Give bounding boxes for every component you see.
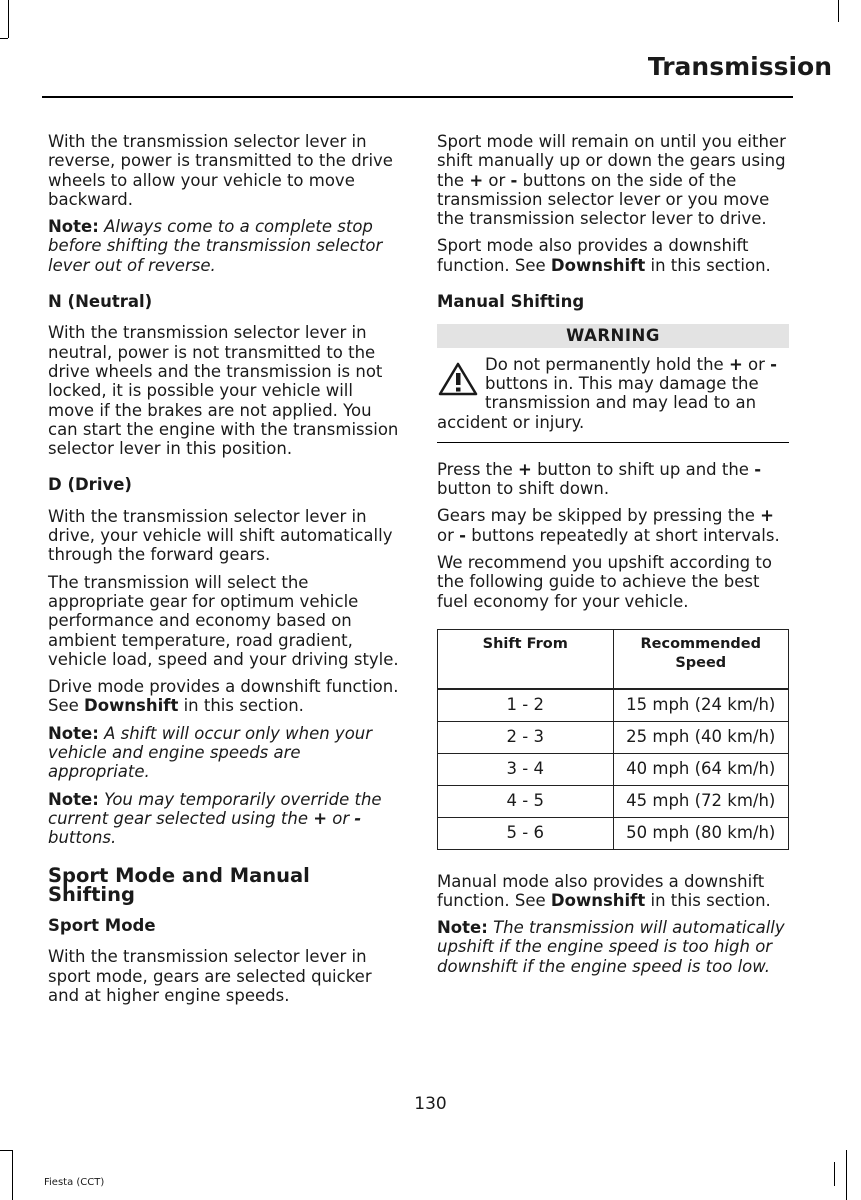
- column-header: Shift From: [438, 629, 614, 688]
- sport-downshift-paragraph: Sport mode also provides a downshift function. See Downshift in this section.: [437, 236, 771, 275]
- table-row: [438, 689, 789, 722]
- warning-text-line: accident or injury.: [437, 412, 585, 432]
- footer-model: Fiesta (CCT): [44, 1177, 105, 1188]
- warning-text-line: buttons in. This may damage the: [485, 373, 759, 393]
- table-cell: 15 mph (24 km/h): [613, 689, 789, 722]
- crop-mark: [12, 1150, 13, 1200]
- heading-sport-mode: Sport Mode: [48, 916, 156, 936]
- reverse-paragraph: With the transmission selector lever in reverse, power is transmitted to the drive wheels to allow your vehicle to move backward.: [48, 132, 393, 209]
- crop-mark: [834, 1162, 835, 1186]
- neutral-paragraph: With the transmission selector lever in neutral, power is not transmitted to the drive wheels and the transmission is not locked, it is possible your vehicle will move if the brakes are not applied. You can start the engine with the transmission selector lever in this position.: [48, 323, 399, 459]
- note-upshift: Note: The transmission will automatically upshift if the engine speed is too high or downshift if the engine speed is too low.: [437, 918, 785, 976]
- table-cell: 1 - 2: [438, 689, 614, 722]
- table-row: [438, 721, 789, 753]
- heading-drive: D (Drive): [48, 475, 132, 495]
- note-shift: Note: A shift will occur only when your vehicle and engine speeds are appropriate.: [48, 723, 373, 782]
- warning-triangle-icon: [437, 361, 479, 397]
- note-override: Note: You may temporarily override the current gear selected using the + or - buttons.: [48, 789, 382, 848]
- table-row: [438, 785, 789, 817]
- table-cell: 5 - 6: [438, 817, 614, 849]
- page-number: 130: [414, 1094, 447, 1114]
- drive-paragraph-2: The transmission will select the appropriate gear for optimum vehicle performance and economy based on ambient temperature, road gradient, vehicle load, speed and your driving style.: [48, 572, 399, 669]
- table-cell: 2 - 3: [438, 721, 614, 753]
- skip-paragraph: Gears may be skipped by pressing the + or - buttons repeatedly at short intervals.: [437, 506, 780, 545]
- downshift-reference: Downshift: [84, 696, 179, 716]
- table-cell: 3 - 4: [438, 753, 614, 785]
- warning-text-line: Do not permanently hold the + or -: [485, 354, 777, 374]
- crop-mark: [846, 1150, 847, 1200]
- header-rule: [42, 96, 793, 98]
- table-cell: 50 mph (80 km/h): [613, 817, 789, 849]
- table-cell: 4 - 5: [438, 785, 614, 817]
- warning-text-line: transmission and may lead to an: [485, 393, 757, 413]
- recommend-paragraph: We recommend you upshift according to the following guide to achieve the best fuel economy for your vehicle.: [437, 553, 772, 611]
- table-row: [438, 753, 789, 785]
- crop-mark: [838, 0, 839, 22]
- right-column: [437, 132, 789, 984]
- left-column: [48, 132, 402, 1013]
- downshift-reference: Downshift: [550, 890, 646, 910]
- heading-manual-shifting: Manual Shifting: [437, 292, 585, 312]
- table-cell: 40 mph (64 km/h): [613, 753, 789, 785]
- press-paragraph: Press the + button to shift up and the - button to shift down.: [437, 459, 762, 499]
- sport-remain-paragraph: Sport mode will remain on until you either shift manually up or down the gears using the + or - buttons on the side of the transmission selector lever or you move the transmission selector lever to drive.: [437, 132, 786, 229]
- drive-paragraph-3: Drive mode provides a downshift function. See Downshift in this section.: [48, 677, 399, 716]
- table-header-row: [438, 629, 789, 688]
- manual-downshift-paragraph: Manual mode also provides a downshift function. See Downshift in this section.: [437, 871, 771, 910]
- crop-mark: [8, 0, 9, 38]
- table-cell: 45 mph (72 km/h): [613, 785, 789, 817]
- warning-header: WARNING: [437, 324, 789, 347]
- column-header: Recommended Speed: [613, 629, 789, 688]
- crop-mark: [0, 1150, 12, 1151]
- heading-sport-manual: Sport Mode and Manual Shifting: [48, 863, 310, 906]
- heading-neutral: N (Neutral): [48, 292, 153, 312]
- page-title: Transmission: [647, 52, 832, 81]
- warning-box: [437, 355, 789, 443]
- shift-table: [437, 629, 789, 850]
- note-reverse: Note: Always come to a complete stop before shifting the transmission selector lever out of reverse.: [48, 217, 383, 275]
- crop-mark: [0, 38, 8, 39]
- drive-paragraph-1: With the transmission selector lever in drive, your vehicle will shift automatically through the forward gears.: [48, 506, 393, 565]
- table-cell: 25 mph (40 km/h): [613, 721, 789, 753]
- downshift-reference: Downshift: [550, 255, 646, 275]
- table-row: [438, 817, 789, 849]
- sport-paragraph: With the transmission selector lever in sport mode, gears are selected quicker and at higher engine speeds.: [48, 947, 372, 1005]
